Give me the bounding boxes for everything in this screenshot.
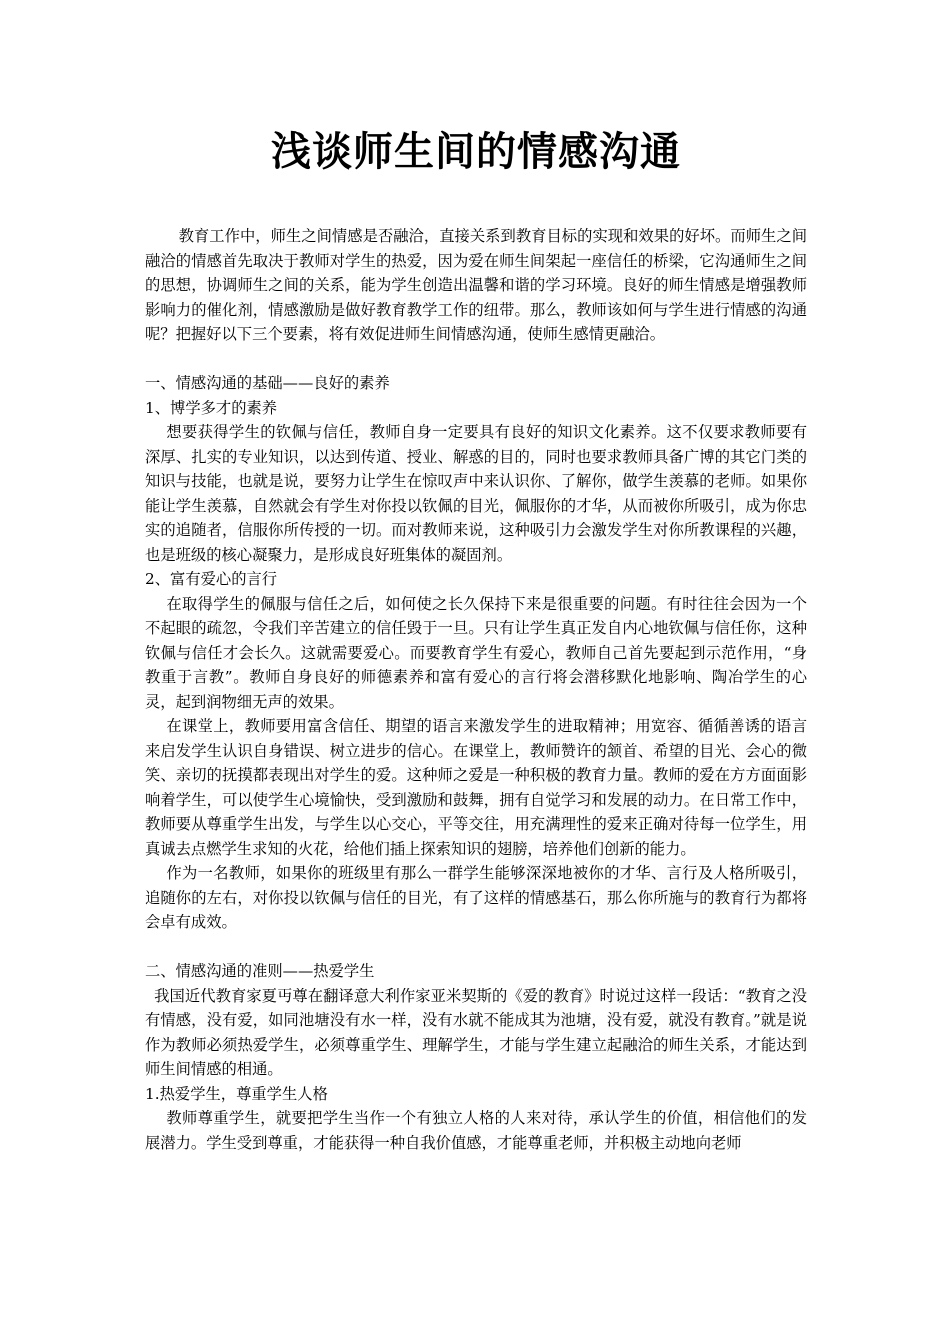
section-1-sub-2-paragraph-2: 在课堂上，教师要用富含信任、期望的语言来激发学生的进取精神；用宽容、循循善诱的语言来启发学生认识自身错误、树立进步的信心。在课堂上，教师赞许的颔首、希望的目光、会心的微笑、亲切的抚摸都表现出对学生的爱。这种师之爱是一种积极的教育力量。教师的爱在方方面面影响着学生，可以使学生心境愉快，受到激励和鼓舞，拥有自觉学习和发展的动力。在日常工作中，教师要从尊重学生出发，与学生以心交心，平等交往，用充满理性的爱来正确对待每一位学生，用真诚去点燃学生求知的火花，给他们插上探索知识的翅膀，培养他们创新的能力。 [145,717,807,858]
blank-line [145,347,807,372]
section-1-sub-2-heading: 2、富有爱心的言行 [145,570,278,588]
section-1-sub-1-heading: 1、博学多才的素养 [145,398,278,417]
section-1-heading: 一、情感沟通的基础——良好的素养 [145,374,390,392]
intro-paragraph: 教育工作中，师生之间情感是否融洽，直接关系到教育目标的实现和效果的好坏。而师生之间融洽的情感首先取决于教师对学生的热爱，因为爱在师生间架起一座信任的桥梁，它沟通师生之间的思想，协调师生之间的关系，能为学生创造出温馨和谐的学习环境。良好的师生情感是增强教师影响力的催化剂，情感激励是做好教育教学工作的纽带。那么，教师该如何与学生进行情感的沟通呢？把握好以下三个要素，将有效促进师生间情感沟通，使师生感情更融洽。 [145,227,807,343]
section-1-sub-2-paragraph-3: 作为一名教师，如果你的班级里有那么一群学生能够深深地被你的才华、言行及人格所吸引，追随你的左右，对你投以钦佩与信任的目光，有了这样的情感基石，那么你所施与的教育行为都将会卓有成效。 [145,864,807,931]
section-1-sub-1-paragraph: 想要获得学生的钦佩与信任，教师自身一定要具有良好的知识文化素养。这不仅要求教师要有深厚、扎实的专业知识，以达到传道、授业、解惑的目的，同时也要求教师具备广博的其它门类的知识与技能，也就是说，要努力让学生在惊叹声中来认识你、了解你，做学生羡慕的老师。如果你能让学生羡慕，自然就会有学生对你投以钦佩的目光，佩服你的才华，从而被你所吸引，成为你忠实的追随者，信服你所传授的一切。而对教师来说，这种吸引力会激发学生对你所教课程的兴趣，也是班级的核心凝聚力，是形成良好班集体的凝固剂。 [145,423,807,564]
section-2-sub-1-paragraph: 教师尊重学生，就要把学生当作一个有独立人格的人来对待，承认学生的价值，相信他们的发展潜力。学生受到尊重，才能获得一种自我价值感，才能尊重老师，并积极主动地向老师 [145,1109,807,1152]
section-2-paragraph: 我国近代教育家夏丏尊在翻译意大利作家亚米契斯的《爱的教育》时说过这样一段话：“教育之没有情感，没有爱，如同池塘没有水一样，没有水就不能成其为池塘，没有爱，就没有教育。”就是说作为教师必须热爱学生，必须尊重学生、理解学生，才能与学生建立起融洽的师生关系，才能达到师生间情感的相通。 [145,986,807,1078]
document-title: 浅谈师生间的情感沟通 [271,129,681,175]
document-body [145,224,807,1155]
section-2-heading: 二、情感沟通的准则——热爱学生 [145,962,375,980]
blank-line [145,935,807,960]
section-2-sub-1-heading: 1.热爱学生，尊重学生人格 [145,1084,328,1103]
section-1-sub-2-paragraph-1: 在取得学生的佩服与信任之后，如何使之长久保持下来是很重要的问题。有时往往会因为一个不起眼的疏忽，令我们辛苦建立的信任毁于一旦。只有让学生真正发自内心地钦佩与信任你，这种钦佩与信任才会长久。这就需要爱心。而要教育学生有爱心，教师自己首先要起到示范作用，“身教重于言教”。教师自身良好的师德素养和富有爱心的言行将会潜移默化地影响、陶冶学生的心灵，起到润物细无声的效果。 [145,594,807,711]
